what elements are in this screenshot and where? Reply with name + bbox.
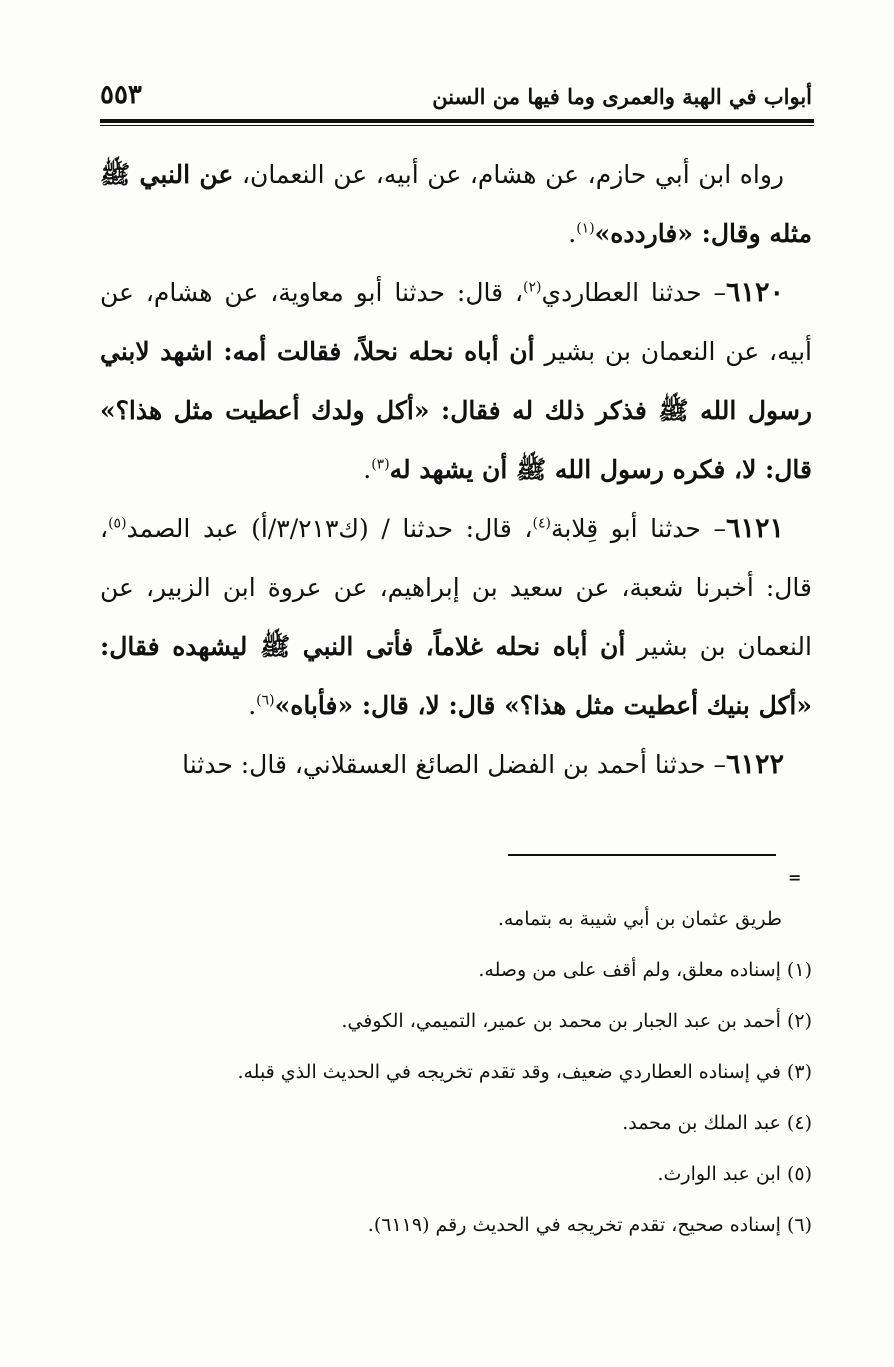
header-rule-thick: [100, 119, 814, 123]
footnote-3: (٣) في إسناده العطاردي ضعيف، وقد تقدم تخريجه في الحديث الذي قبله.: [237, 1061, 812, 1083]
intro-bold: عن النبي ﷺ مثله وقال:: [100, 160, 812, 248]
hadith-6121: [100, 499, 812, 735]
footnote-1: (١) إسناده معلق، ولم أقف على من وصله.: [478, 959, 812, 981]
intro-end: .: [568, 219, 577, 248]
footnote-4: (٤) عبد الملك بن محمد.: [622, 1112, 812, 1134]
footnote-2: (٢) أحمد بن عبد الجبار بن محمد بن عمير، التميمي، الكوفي.: [341, 1010, 812, 1032]
hadith-text: – حدثنا أبو قِلابة: [550, 514, 726, 543]
paragraph-intro: [100, 145, 812, 263]
footnote-5: (٥) ابن عبد الوارث.: [657, 1163, 812, 1185]
hadith-end: .: [248, 691, 257, 720]
hadith-number: ٦١٢١: [725, 513, 784, 544]
hadith-text: ، قال: حدثنا / (ك٣/٢١٣/أ) عبد الصمد: [126, 514, 533, 543]
footnote-ref-2: (٢): [523, 279, 542, 296]
footnote-divider: [508, 854, 776, 856]
header-rule-thin: [100, 125, 814, 126]
hadith-6122: [100, 735, 812, 794]
hadith-text: – حدثنا أحمد بن الفضل الصائغ العسقلاني، قال: حدثنا: [182, 750, 726, 779]
main-text: [100, 145, 812, 794]
hadith-6120: [100, 263, 812, 499]
footnote-ref-3: (٣): [371, 456, 390, 473]
hadith-number: ٦١٢٠: [725, 277, 784, 308]
chapter-title: أبواب في الهبة والعمرى وما فيها من السنن: [432, 84, 812, 109]
footnotes: [100, 894, 812, 1251]
footnote-ref-4: (٤): [532, 515, 551, 532]
hadith-text: ، قال: أخبرنا شعبة، عن سعيد بن إبراهيم، عن عروة ابن الزبير، عن النعمان بن بشير: [100, 514, 812, 661]
hadith-text: ، قال: حدثنا أبو معاوية، عن هشام، عن أبيه، عن النعمان بن بشير: [100, 278, 812, 366]
footnote-6: (٦) إسناده صحيح، تقدم تخريجه في الحديث رقم (٦١١٩).: [367, 1214, 812, 1236]
intro-quote: «فاردده»: [594, 219, 693, 248]
hadith-matn: أن أباه نحله نحلاً، فقالت أمه: اشهد لابني رسول الله ﷺ فذكر ذلك له فقال: «أكل ولدك أعطيت مثل هذا؟» قال: لا، فكره رسول الله ﷺ أن يشهد له: [100, 337, 812, 484]
footnote-ref-6: (٦): [256, 692, 275, 709]
page-number: ٥٥٣: [100, 80, 142, 110]
intro-text: رواه ابن أبي حازم، عن هشام، عن أبيه، عن النعمان،: [233, 160, 784, 189]
footnote-continuation-mark: =: [788, 868, 802, 887]
footnote-ref-5: (٥): [108, 515, 127, 532]
hadith-number: ٦١٢٢: [725, 749, 784, 780]
running-header: [100, 80, 812, 124]
hadith-text: – حدثنا العطاردي: [541, 278, 726, 307]
hadith-matn: أن أباه نحله غلاماً، فأتى النبي ﷺ ليشهده فقال: «أكل بنيك أعطيت مثل هذا؟» قال: لا، قال: «فأباه»: [100, 632, 812, 720]
footnote-continuation: طريق عثمان بن أبي شيبة به بتمامه.: [497, 908, 782, 930]
footnote-ref-1: (١): [576, 220, 595, 237]
hadith-end: .: [363, 455, 372, 484]
